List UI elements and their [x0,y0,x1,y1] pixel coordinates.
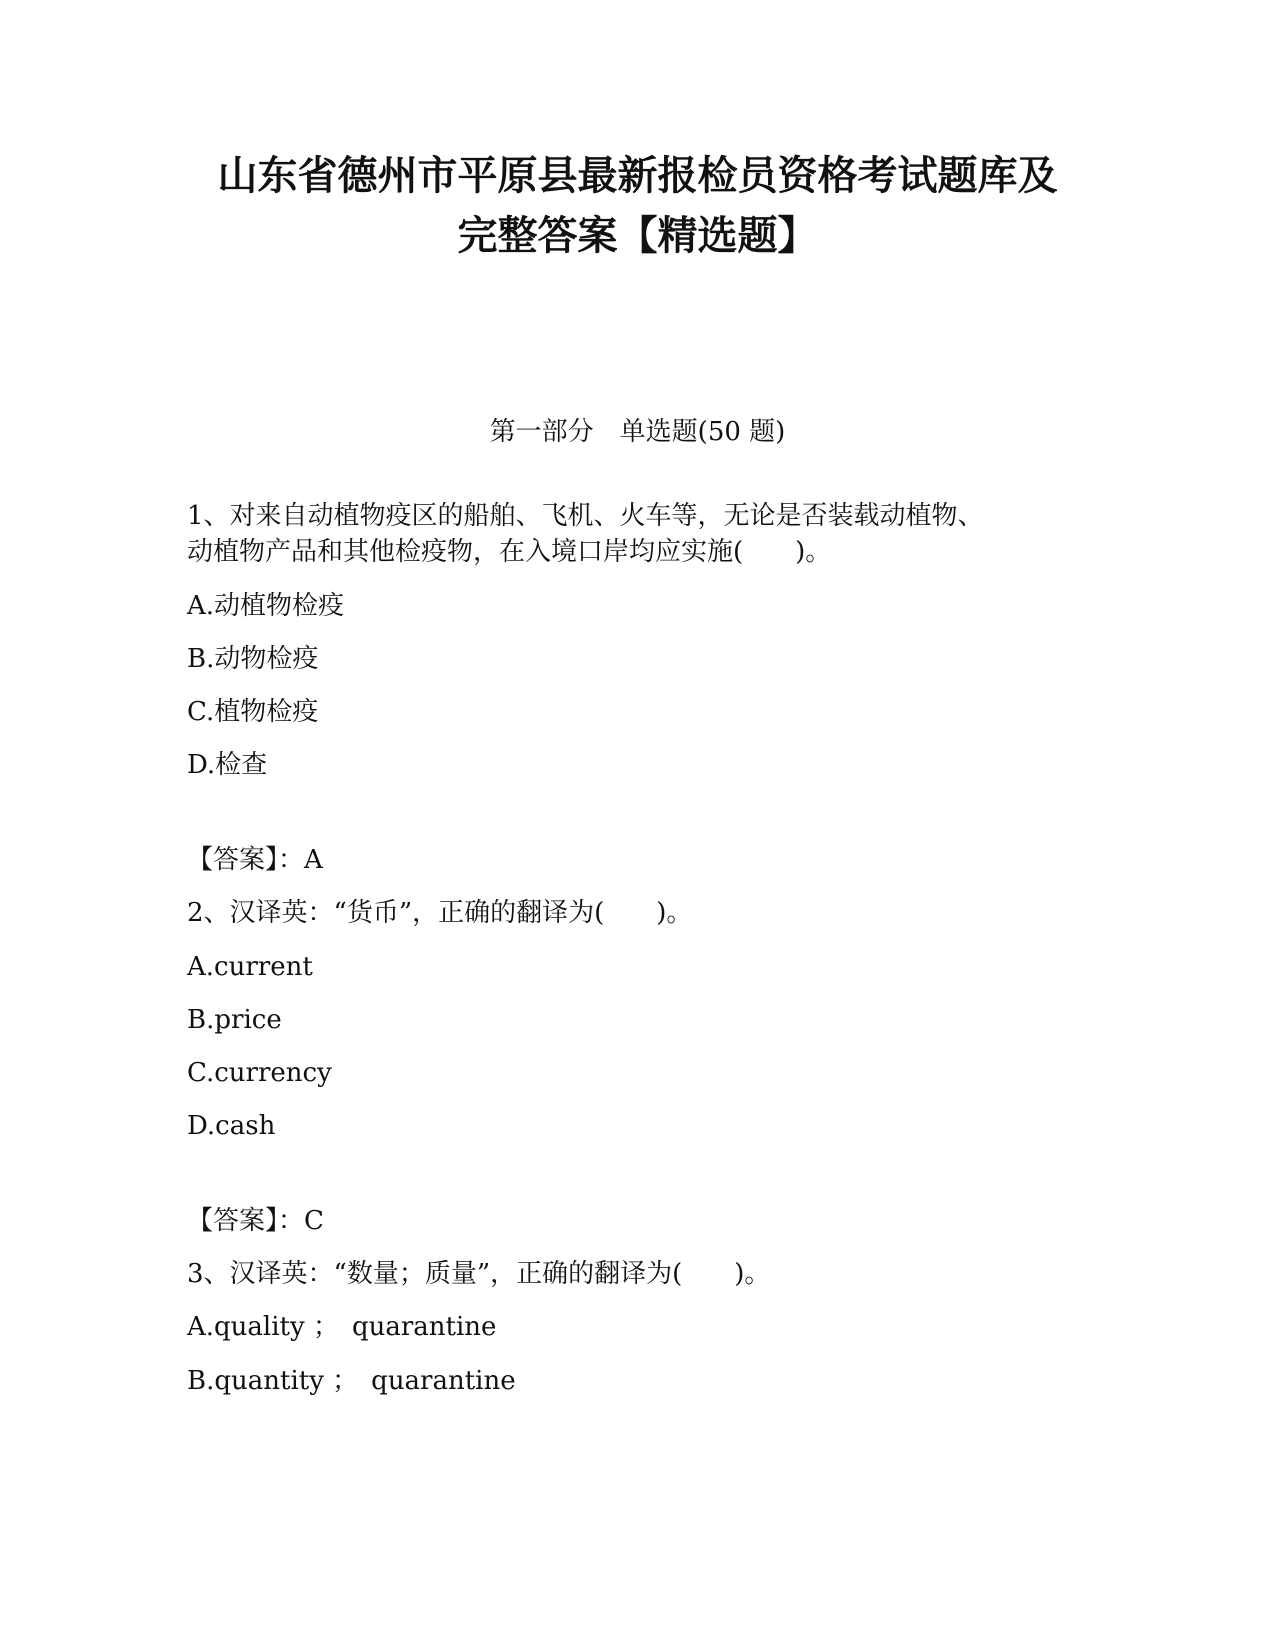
question-2-option-d: D.cash [187,1111,276,1141]
question-2-stem: 2、汉译英：“货币”，正确的翻译为( )。 [187,898,693,928]
question-3-option-b: B.quantity ； quarantine [187,1366,516,1396]
question-1-option-c: C.植物检疫 [187,697,319,727]
document-title-line-2: 完整答案【精选题】 [457,213,818,259]
question-1-stem-line-2: 动植物产品和其他检疫物，在入境口岸均应实施( )。 [187,537,832,567]
question-1-option-d: D.检查 [187,750,268,780]
question-2-answer: 【答案】：C [187,1206,324,1236]
question-1-answer: 【答案】：A [187,845,323,875]
question-2-option-c: C.currency [187,1058,332,1088]
question-1-stem-line-1: 1、对来自动植物疫区的船舶、飞机、火车等，无论是否装载动植物、 [187,501,984,531]
question-1-option-b: B.动物检疫 [187,644,319,674]
document-title-line-1: 山东省德州市平原县最新报检员资格考试题库及 [217,153,1058,199]
question-2-option-a: A.current [187,952,313,982]
section-heading: 第一部分 单选题(50 题) [489,417,786,447]
question-1-option-a: A.动植物检疫 [187,591,345,621]
question-3-option-a: A.quality ； quarantine [187,1312,497,1342]
question-3-stem: 3、汉译英：“数量；质量”，正确的翻译为( )。 [187,1259,771,1289]
question-2-option-b: B.price [187,1005,282,1035]
